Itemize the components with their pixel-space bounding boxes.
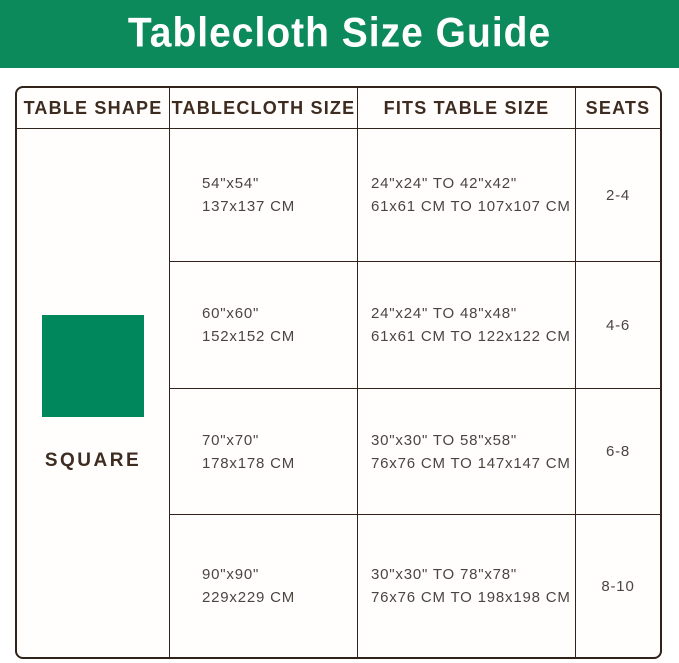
column-header-table-shape: TABLE SHAPE	[17, 88, 170, 129]
fits-size-inches: 24"x24" TO 42"x42"	[371, 175, 518, 192]
cloth-size-inches: 60"x60"	[202, 305, 260, 322]
square-shape-swatch	[42, 315, 144, 417]
table-row-1-fits-size	[358, 129, 576, 262]
table-shape-cell	[17, 129, 170, 657]
fits-size-cm: 61x61 CM TO 122x122 CM	[371, 328, 571, 345]
table-row-4-fits-size	[358, 515, 576, 657]
table-row-3-fits-size	[358, 389, 576, 515]
column-header-fits-table-size: FITS TABLE SIZE	[358, 88, 576, 129]
shape-label: SQUARE	[44, 449, 142, 471]
table-row-3-seats: 6-8	[576, 389, 660, 515]
cloth-size-inches: 90"x90"	[202, 566, 260, 583]
cloth-size-inches: 54"x54"	[202, 175, 260, 192]
table-row-2-cloth-size	[170, 262, 358, 389]
size-guide-table	[15, 86, 662, 659]
title-banner	[0, 0, 679, 68]
page-title: Tablecloth Size Guide	[127, 10, 552, 57]
table-row-2-fits-size	[358, 262, 576, 389]
table-row-2-seats: 4-6	[576, 262, 660, 389]
table-row-4-cloth-size	[170, 515, 358, 657]
table-row-3-cloth-size	[170, 389, 358, 515]
fits-size-inches: 30"x30" TO 78"x78"	[371, 566, 518, 583]
cloth-size-inches: 70"x70"	[202, 431, 260, 449]
fits-size-cm: 76x76 CM TO 198x198 CM	[371, 589, 571, 606]
fits-size-inches: 30"x30" TO 58"x58"	[371, 431, 518, 449]
fits-size-inches: 24"x24" TO 48"x48"	[371, 305, 518, 322]
cloth-size-cm: 178x178 CM	[202, 454, 296, 472]
table-row-1-seats: 2-4	[576, 129, 660, 262]
cloth-size-cm: 137x137 CM	[202, 198, 296, 215]
fits-size-cm: 76x76 CM TO 147x147 CM	[371, 454, 571, 472]
column-header-tablecloth-size: TABLECLOTH SIZE	[170, 88, 358, 129]
cloth-size-cm: 152x152 CM	[202, 328, 296, 345]
fits-size-cm: 61x61 CM TO 107x107 CM	[371, 198, 571, 215]
table-row-4-seats: 8-10	[601, 577, 635, 595]
table-row-1-cloth-size	[170, 129, 358, 262]
cloth-size-cm: 229x229 CM	[202, 589, 296, 606]
column-header-seats: SEATS	[576, 88, 660, 129]
